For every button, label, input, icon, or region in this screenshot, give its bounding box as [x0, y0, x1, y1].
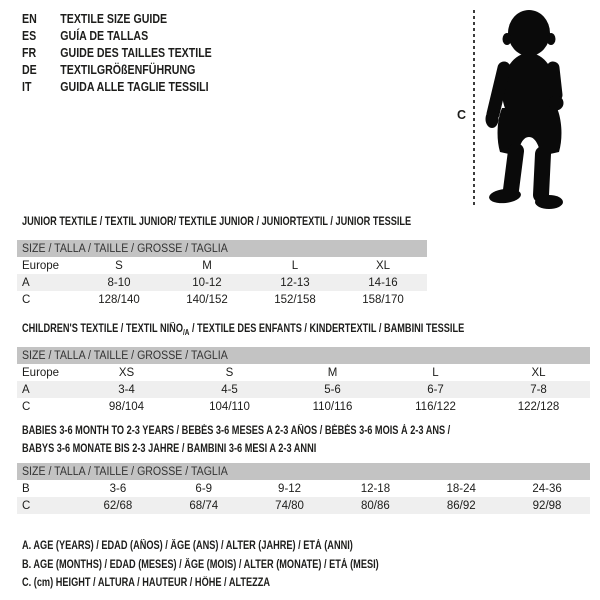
babies-title-line1: BABIES 3-6 MONTH TO 2-3 YEARS / BEBÉS 3-6 MESES A 2-3 AÑOS / BÉBÉS 3-6 MOIS À 2-3 ANS / [22, 425, 451, 437]
table-cell: 152/158 [274, 293, 316, 306]
table-row-height [17, 398, 590, 415]
table-cell: 140/152 [186, 293, 228, 306]
size-header-label: SIZE / TALLA / TAILLE / GRÖSSE / TAGLIA [22, 465, 228, 478]
row-label: A [22, 383, 30, 396]
table-cell: 24-36 [532, 482, 562, 495]
children-title-pre: CHILDREN'S TEXTILE / TEXTIL NIÑO [22, 323, 183, 335]
children-size-table [17, 347, 590, 415]
language-row-de [22, 62, 245, 79]
table-cell: 110/116 [312, 400, 353, 413]
table-cell: 12-13 [280, 276, 310, 289]
table-cell: 5-6 [324, 383, 341, 396]
table-cell: 62/68 [103, 499, 133, 512]
language-code: EN [22, 12, 37, 26]
footnote-height: C. (cm) HEIGHT / ALTURA / HAUTEUR / HÖHE / ALTEZZA [22, 577, 271, 589]
table-row-age [17, 381, 590, 398]
table-cell: 104/110 [209, 400, 250, 413]
language-row-fr [22, 45, 245, 62]
guide-title-en: TEXTILE SIZE GUIDE [60, 12, 168, 26]
language-code: FR [22, 46, 37, 60]
table-cell: 128/140 [98, 293, 140, 306]
legend-footnotes [22, 537, 468, 593]
row-label: A [22, 276, 30, 289]
table-cell: 3-6 [109, 482, 127, 495]
table-row-age [17, 274, 427, 291]
junior-size-table [17, 240, 427, 308]
footnote-age-years: A. AGE (YEARS) / EDAD (AÑOS) / ÂGE (ANS) / ALTER (JAHRE) / ETÀ (ANNI) [22, 540, 353, 552]
table-cell: 4-5 [221, 383, 238, 396]
table-row-months [17, 480, 590, 497]
language-row-it [22, 79, 245, 96]
table-cell: 80/86 [361, 499, 390, 512]
children-title-post: / TEXTILE DES ENFANTS / KINDERTEXTIL / BAMBINI TESSILE [189, 323, 465, 335]
table-cell: 74/80 [275, 499, 304, 512]
babies-title-line2: BABYS 3-6 MONATE BIS 2-3 JAHRE / BAMBINI 3-6 MESI A 2-3 ANNI [22, 443, 317, 455]
row-label: C [22, 400, 31, 413]
language-code: IT [22, 80, 32, 94]
table-cell: L [432, 366, 439, 379]
size-header-bar [17, 463, 590, 480]
table-cell: M [202, 259, 212, 272]
size-header-bar [17, 240, 427, 257]
language-title-list [22, 11, 245, 96]
table-cell: 86/92 [446, 499, 476, 512]
children-title-sub: /A [182, 327, 190, 337]
table-cell: 122/128 [517, 400, 560, 413]
table-cell: 14-16 [368, 276, 398, 289]
table-cell: S [115, 259, 123, 272]
table-row-europe [17, 364, 590, 381]
table-cell: 6-7 [427, 383, 444, 396]
footnote-age-months: B. AGE (MONTHS) / EDAD (MESES) / ÂGE (MOIS) / ALTER (MONATE) / ETÀ (MESI) [22, 558, 379, 571]
toddler-silhouette-image [483, 6, 575, 210]
row-label: Europe [22, 366, 60, 379]
guide-title-fr: GUIDE DES TAILLES TEXTILE [60, 46, 212, 60]
table-cell: 12-18 [360, 482, 391, 495]
size-header-label: SIZE / TALLA / TAILLE / GRÖSSE / TAGLIA [22, 349, 228, 362]
height-measure-dashed-line [473, 10, 475, 206]
children-table-title [22, 320, 575, 339]
junior-table-title: JUNIOR TEXTILE / TEXTIL JUNIOR/ TEXTILE JUNIOR / JUNIORTEXTIL / JUNIOR TESSILE [22, 216, 412, 228]
table-cell: 116/122 [415, 400, 456, 413]
table-cell: 158/170 [362, 293, 404, 306]
size-header-bar [17, 347, 590, 364]
table-cell: M [327, 366, 338, 379]
table-cell: 92/98 [532, 499, 562, 512]
row-label: C [22, 499, 31, 512]
table-row-height [17, 291, 427, 308]
table-cell: XS [118, 366, 135, 379]
table-cell: 10-12 [192, 276, 222, 289]
table-cell: XL [375, 259, 391, 272]
table-row-height [17, 497, 590, 514]
row-label: B [22, 482, 30, 495]
size-header-label: SIZE / TALLA / TAILLE / GRÖSSE / TAGLIA [22, 242, 228, 255]
guide-title-es: GUÍA DE TALLAS [60, 29, 149, 43]
table-cell: L [291, 259, 299, 272]
table-cell: 68/74 [189, 499, 219, 512]
table-row-europe [17, 257, 427, 274]
language-row-en [22, 11, 245, 28]
table-cell: 98/104 [108, 400, 145, 413]
language-row-es [22, 28, 245, 45]
table-cell: 3-4 [118, 383, 135, 396]
table-cell: S [225, 366, 234, 379]
table-cell: 18-24 [446, 482, 476, 495]
table-cell: 9-12 [278, 482, 302, 495]
babies-table-title [22, 422, 557, 458]
table-cell: 6-9 [195, 482, 213, 495]
babies-size-table [17, 463, 590, 514]
row-label: C [22, 293, 31, 306]
figure-height-label: C [457, 108, 467, 122]
language-code: ES [22, 29, 37, 43]
guide-title-de: TEXTILGRÖßENFÜHRUNG [60, 63, 196, 77]
table-cell: 7-8 [530, 383, 547, 396]
table-cell: 8-10 [107, 276, 131, 289]
row-label: Europe [22, 259, 60, 272]
table-cell: XL [531, 366, 546, 379]
guide-title-it: GUIDA ALLE TAGLIE TESSILI [60, 80, 209, 94]
language-code: DE [22, 63, 37, 77]
